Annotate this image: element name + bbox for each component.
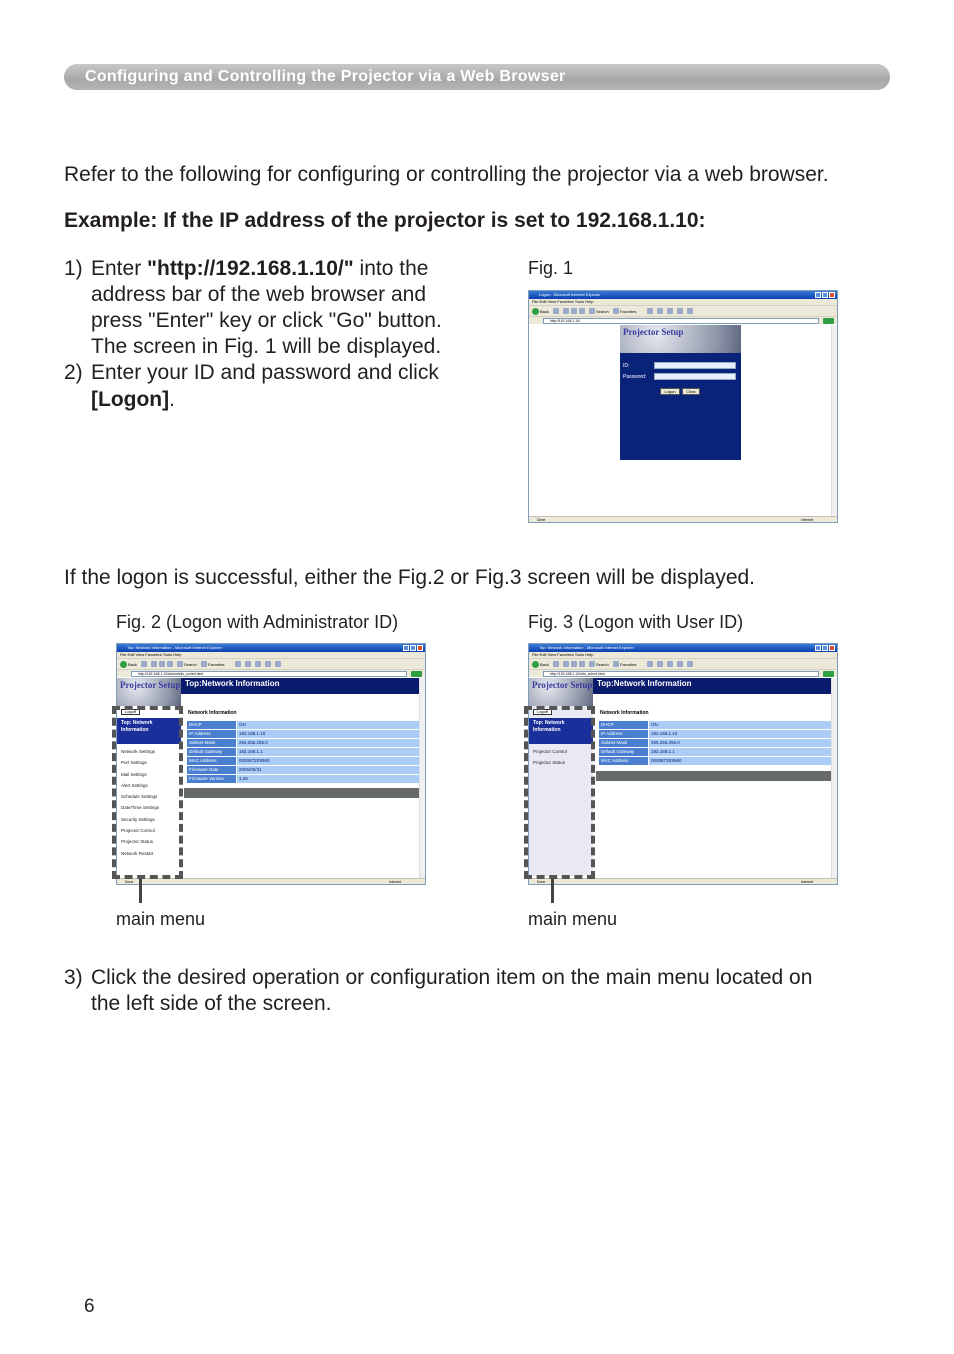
table-row — [599, 739, 834, 748]
table-value: 0000872E9560 — [649, 757, 834, 766]
fig2-go-button[interactable] — [411, 671, 422, 677]
fig3-status-zone: Internet — [801, 880, 813, 884]
step2-line2 — [91, 387, 175, 413]
fig1-password-label: Password: — [623, 374, 647, 380]
fig2-window-buttons — [403, 645, 423, 651]
fig1-favorites-label[interactable]: Favorites — [620, 309, 637, 314]
table-value: 192.168.1.1 — [649, 748, 834, 757]
fig3-back-label[interactable]: Back — [540, 662, 549, 667]
fig2-status-zone: Internet — [389, 880, 401, 884]
fig3-leader-line — [551, 879, 554, 903]
fig2-main-menu-highlight — [112, 706, 183, 879]
table-value: 0000872E9560 — [237, 757, 422, 766]
fig1-browser-window — [528, 290, 838, 523]
table-value: 255.255.255.0 — [649, 739, 834, 748]
fig3-page-head: Top:Network Information — [593, 678, 833, 694]
history-icon[interactable] — [647, 308, 653, 314]
table-key: MAC Address — [599, 757, 649, 766]
step3-num: 3) — [64, 966, 83, 989]
fig2-leader-line — [139, 879, 142, 903]
step3-line1: Click the desired operation or configuration item on the main menu located on — [91, 966, 813, 989]
stop-icon[interactable] — [563, 661, 569, 667]
fig2-main-menu-label: main menu — [116, 909, 206, 929]
fig1-titlebar — [529, 291, 837, 299]
fig2-scrollbar[interactable] — [419, 678, 425, 878]
stop-icon[interactable] — [563, 308, 569, 314]
fig1-back-label[interactable]: Back — [540, 309, 549, 314]
home-icon[interactable] — [579, 661, 585, 667]
step3-line2: the left side of the screen. — [91, 992, 332, 1015]
fig1-window-buttons — [815, 292, 835, 298]
mail-icon[interactable] — [657, 308, 663, 314]
close-icon[interactable] — [417, 645, 423, 651]
fig2-titlebar — [117, 644, 425, 652]
fig2-back-label[interactable]: Back — [128, 662, 137, 667]
fig1-banner-title: Projector Setup — [623, 327, 684, 337]
fig2-caption: Fig. 2 (Logon with Administrator ID) — [116, 612, 399, 632]
favorites-icon[interactable] — [613, 661, 619, 667]
fig1-page-content — [529, 325, 837, 516]
logon-success-text: If the logon is successful, either the Fig.2 or Fig.3 screen will be displayed. — [64, 566, 756, 589]
edit-icon[interactable] — [677, 308, 683, 314]
step1-line4: The screen in Fig. 1 will be displayed. — [91, 335, 442, 358]
fig2-banner-title: Projector Setup — [120, 680, 181, 690]
step1-line1 — [91, 256, 428, 282]
minimize-icon[interactable] — [815, 292, 821, 298]
fig2-menu-item[interactable]: Projector Control — [121, 828, 155, 834]
maximize-icon[interactable] — [410, 645, 416, 651]
table-row — [187, 730, 422, 739]
table-row — [599, 757, 834, 766]
forward-icon[interactable] — [141, 661, 147, 667]
table-key: Firmware Version — [187, 775, 237, 784]
fig2-status-text: Done — [125, 880, 134, 884]
home-icon[interactable] — [579, 308, 585, 314]
home-icon[interactable] — [167, 661, 173, 667]
table-row — [187, 739, 422, 748]
table-key: IP Address — [599, 730, 649, 739]
fig1-id-label: ID: — [623, 363, 630, 369]
step2-num: 2) — [64, 361, 83, 384]
discuss-icon[interactable] — [275, 661, 281, 667]
fig1-status-text: Done — [537, 518, 546, 522]
table-value: ON — [649, 721, 834, 730]
fig1-address-field[interactable]: http://192.168.1.10/ — [543, 318, 819, 324]
table-key: DHCP — [187, 721, 237, 730]
step2-line1: Enter your ID and password and click — [91, 361, 439, 384]
fig3-toolbar — [529, 658, 837, 669]
print-icon[interactable] — [667, 308, 673, 314]
fig2-menu-item[interactable]: Network Restart — [121, 850, 154, 856]
fig3-main-menu-highlight — [524, 706, 595, 879]
example-heading: Example: If the IP address of the projector is set to 192.168.1.10: — [64, 209, 706, 232]
step2-logon: [Logon] — [91, 388, 170, 411]
fig3-main-menu-label: main menu — [528, 909, 618, 929]
step1-num: 1) — [64, 257, 83, 280]
search-icon[interactable] — [589, 661, 595, 667]
table-key: IP Address — [187, 730, 237, 739]
fig3-menu-item[interactable]: Projector Control — [533, 749, 567, 754]
fig1-statusbar — [529, 516, 837, 522]
table-key: DHCP — [599, 721, 649, 730]
step1-line2: address bar of the web browser and — [91, 283, 427, 306]
table-row — [187, 766, 422, 775]
fig1-address-bar — [529, 316, 837, 324]
fig1-menubar[interactable]: File Edit View Favorites Tools Help — [529, 299, 837, 305]
table-value: 192.168.1.10 — [649, 730, 834, 739]
fig3-favorites-label[interactable]: Favorites — [620, 662, 637, 667]
mail-icon[interactable] — [657, 661, 663, 667]
fig2-divider-strip — [184, 788, 422, 798]
mail-icon[interactable] — [245, 661, 251, 667]
maximize-icon[interactable] — [822, 645, 828, 651]
fig2-address-field[interactable]: http://192.168.1.10/admin/info_sched.html — [131, 671, 407, 677]
table-key: Firmware Date — [187, 766, 237, 775]
refresh-icon[interactable] — [571, 308, 577, 314]
table-value: 2006/05/31 — [237, 766, 422, 775]
fig1-scrollbar[interactable] — [831, 325, 837, 516]
fig2-menu-selected[interactable]: Top: Network Information — [117, 718, 181, 744]
history-icon[interactable] — [647, 661, 653, 667]
refresh-icon[interactable] — [571, 661, 577, 667]
fig2-address-bar — [117, 669, 425, 677]
fig2-logoff-button[interactable]: Logoff — [121, 709, 140, 715]
print-icon[interactable] — [667, 661, 673, 667]
fig1-go-button[interactable] — [823, 318, 834, 324]
fig1-toolbar — [529, 305, 837, 316]
table-row — [187, 721, 422, 730]
history-icon[interactable] — [235, 661, 241, 667]
maximize-icon[interactable] — [822, 292, 828, 298]
fig2-menu-item[interactable]: Port Settings — [121, 760, 147, 766]
table-row — [187, 757, 422, 766]
step1-pre: Enter — [91, 257, 148, 280]
fig3-titlebar — [529, 644, 837, 652]
back-icon[interactable] — [120, 661, 127, 668]
fig2-projector-setup-banner — [117, 678, 181, 706]
favorites-icon[interactable] — [613, 308, 619, 314]
refresh-icon[interactable] — [159, 661, 165, 667]
print-icon[interactable] — [255, 661, 261, 667]
table-value: 192.168.1.10 — [237, 730, 422, 739]
fig3-go-button[interactable] — [823, 671, 834, 677]
fig3-window-title: Top: Network Information - Microsoft Internet Explorer — [539, 645, 634, 650]
fig1-password-input[interactable] — [654, 373, 736, 380]
fig2-menubar[interactable]: File Edit View Favorites Tools Help — [117, 652, 425, 658]
fig2-toolbar — [117, 658, 425, 669]
fig3-divider-strip — [596, 771, 834, 781]
table-row — [599, 748, 834, 757]
fig2-page-head: Top:Network Information — [181, 678, 421, 694]
fig3-address-field[interactable]: http://192.168.1.10/info_sched.html — [543, 671, 819, 677]
fig1-clear-button[interactable]: Clear — [682, 388, 700, 395]
fig3-caption: Fig. 3 (Logon with User ID) — [528, 612, 744, 632]
table-row — [599, 721, 834, 730]
edit-icon[interactable] — [677, 661, 683, 667]
discuss-icon[interactable] — [687, 661, 693, 667]
fig1-logon-panel — [620, 353, 741, 460]
fig1-logon-button[interactable]: Logon — [660, 388, 680, 395]
fig2-menu-item[interactable]: Projector Status — [121, 839, 154, 845]
step1-line3: press "Enter" key or click "Go" button. — [91, 309, 442, 332]
step1-post: into the — [353, 257, 429, 280]
fig3-menu-item[interactable]: Projector Status — [533, 760, 566, 766]
stop-icon[interactable] — [151, 661, 157, 667]
fig2-menu-item[interactable]: Alert Settings — [121, 782, 148, 788]
intro-text: Refer to the following for configuring or controlling the projector via a web browser. — [64, 163, 829, 186]
fig2-menu-item[interactable]: Date/Time Settings — [121, 805, 160, 811]
fig3-window-buttons — [815, 645, 835, 651]
fig3-scrollbar[interactable] — [831, 678, 837, 878]
table-key: Subnet Mask — [599, 739, 649, 748]
fig2-info-title: Network Information — [188, 710, 237, 716]
back-icon[interactable] — [532, 308, 539, 315]
close-icon[interactable] — [829, 645, 835, 651]
step2-period: . — [169, 388, 175, 411]
table-key: Subnet Mask — [187, 739, 237, 748]
table-row — [187, 775, 422, 784]
fig2-menu-item[interactable]: Security Settings — [121, 816, 155, 822]
favorites-icon[interactable] — [201, 661, 207, 667]
minimize-icon[interactable] — [403, 645, 409, 651]
search-icon[interactable] — [177, 661, 183, 667]
fig3-info-title: Network Information — [600, 710, 649, 716]
search-icon[interactable] — [589, 308, 595, 314]
fig2-menu-item[interactable]: Mail Settings — [121, 771, 147, 777]
fig1-status-zone: Internet — [801, 518, 813, 522]
fig3-search-label[interactable]: Search — [596, 662, 609, 667]
fig1-id-input[interactable] — [654, 362, 736, 369]
section-header-title: Configuring and Controlling the Projector via a Web Browser — [85, 68, 566, 85]
edit-icon[interactable] — [265, 661, 271, 667]
fig3-status-text: Done — [537, 880, 546, 884]
close-icon[interactable] — [829, 292, 835, 298]
table-key: Default Gateway — [599, 748, 649, 757]
step1-url: "http://192.168.1.10/" — [147, 257, 354, 280]
table-key: MAC Address — [187, 757, 237, 766]
fig2-menu-item[interactable]: Network Settings — [121, 749, 156, 754]
fig2-favorites-label[interactable]: Favorites — [208, 662, 225, 667]
table-value: 1.26 — [237, 775, 422, 784]
table-value: ON — [237, 721, 422, 730]
fig1-projector-setup-banner — [620, 325, 741, 353]
discuss-icon[interactable] — [687, 308, 693, 314]
fig2-menu-item[interactable]: Schedule Settings — [121, 794, 158, 800]
fig3-info-table — [598, 720, 834, 766]
table-value: 255.255.255.0 — [237, 739, 422, 748]
table-key: Default Gateway — [187, 748, 237, 757]
section-header-bar — [64, 64, 890, 90]
page-number: 6 — [84, 1296, 95, 1317]
table-value: 192.168.1.1 — [237, 748, 422, 757]
fig3-menu-selected[interactable]: Top: Network Information — [529, 718, 593, 744]
fig1-caption: Fig. 1 — [528, 258, 574, 278]
fig1-search-label[interactable]: Search — [596, 309, 609, 314]
fig1-window-title: Logon - Microsoft Internet Explorer — [539, 292, 601, 297]
fig3-menubar[interactable]: File Edit View Favorites Tools Help — [529, 652, 837, 658]
forward-icon[interactable] — [553, 661, 559, 667]
fig2-info-table — [186, 720, 422, 784]
minimize-icon[interactable] — [815, 645, 821, 651]
fig2-search-label[interactable]: Search — [184, 662, 197, 667]
back-icon[interactable] — [532, 661, 539, 668]
fig3-banner-title: Projector Setup — [532, 680, 593, 690]
fig3-address-bar — [529, 669, 837, 677]
table-row — [187, 748, 422, 757]
fig3-logoff-button[interactable]: Logoff — [533, 709, 552, 715]
forward-icon[interactable] — [553, 308, 559, 314]
fig2-window-title: Top: Network Information - Microsoft Internet Explorer — [127, 645, 222, 650]
table-row — [599, 730, 834, 739]
fig3-projector-setup-banner — [529, 678, 593, 706]
